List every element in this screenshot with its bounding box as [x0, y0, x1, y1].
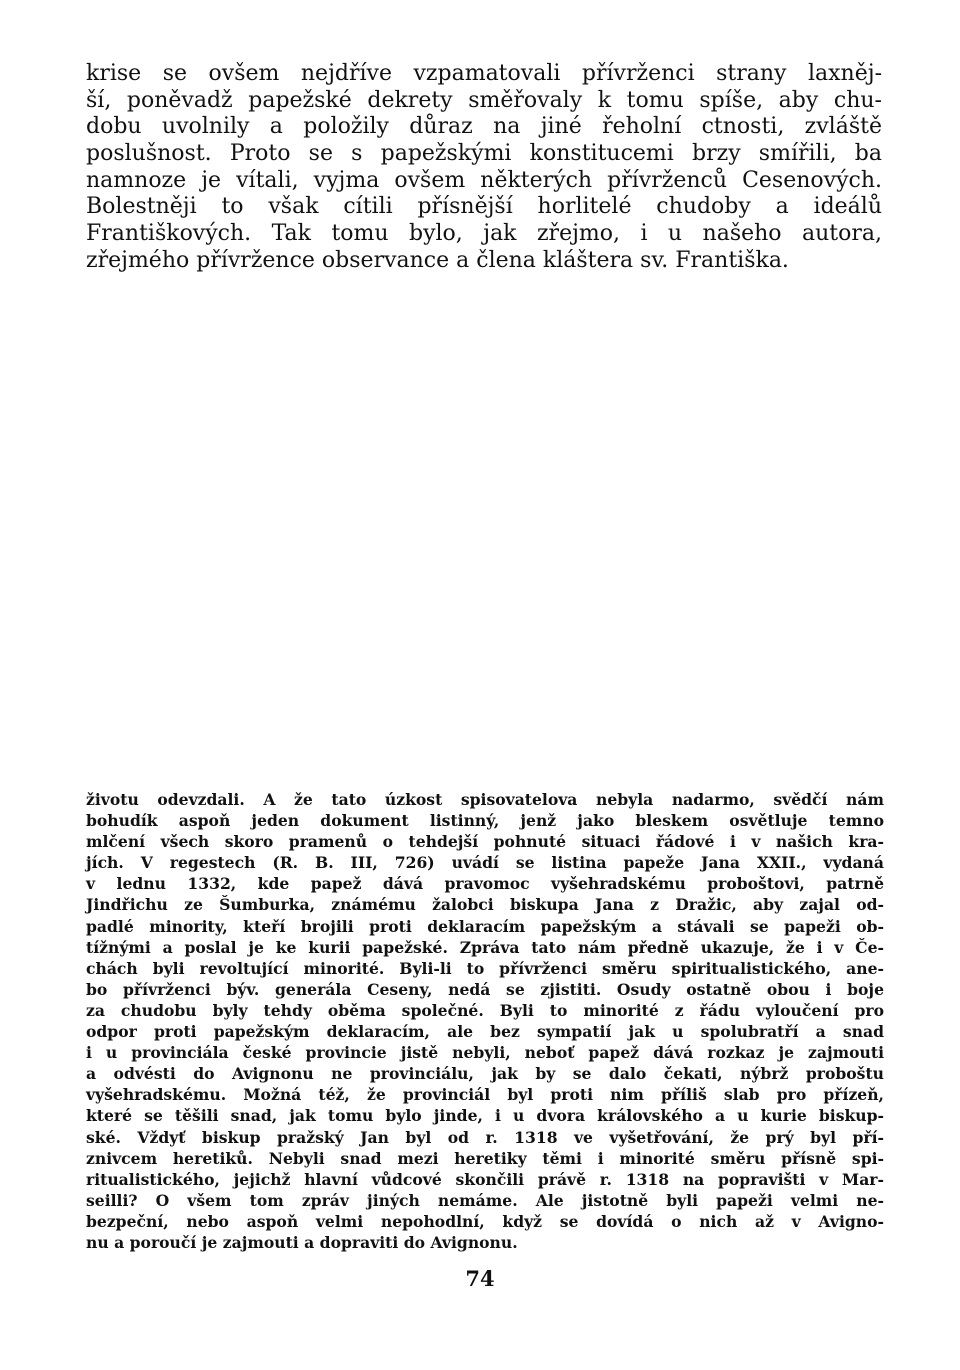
text-line: nu a poroučí je zajmouti a dopraviti do Avignonu.	[86, 1232, 518, 1252]
page-number: 74	[465, 1266, 495, 1291]
text-line: které se těšili snad, jak tomu bylo jinde, i u dvora královského a u kurie biskup-	[86, 1106, 884, 1126]
text-line: bo přívrženci býv. generála Ceseny, nedá se zjistiti. Osudy ostatně obou i boje	[86, 979, 884, 999]
text-line: ritualistického, jejichž hlavní vůdcové skončili právě r. 1318 na popravišti v Mar-	[86, 1169, 884, 1189]
text-line: ší, poněvadž papežské dekrety směřovaly k tomu spíše, aby chu-	[86, 87, 882, 113]
text-line: bohudík aspoň jeden dokument listinný, jenž jako bleskem osvětluje temno	[86, 811, 884, 831]
text-line: Františkových. Tak tomu bylo, jak zřejmo, i u našeho autora,	[86, 221, 882, 247]
text-line: znivcem heretiků. Nebyli snad mezi heretiky těmi i minorité směru přísně spi-	[86, 1148, 884, 1168]
text-line: chách byli revoltující minorité. Byli-li to přívrženci směru spiritualistického, ane-	[86, 958, 884, 978]
text-line: vyšehradskému. Možná též, že provinciál byl proti nim příliš slab pro přízeň,	[86, 1085, 884, 1105]
text-line: Bolestněji to však cítili přísnější horlitelé chudoby a ideálů	[86, 194, 882, 220]
small-print-paragraph	[86, 789, 884, 1253]
text-line: odpor proti papežským deklaracím, ale bez sympatií jak u spolubratří a snad	[86, 1022, 884, 1042]
text-line: ské. Vždyť biskup pražský Jan byl od r. 1318 ve vyšetřování, že prý byl pří-	[86, 1127, 884, 1147]
text-line: za chudobu byly tehdy oběma společné. Byli to minorité z řádu vyloučení pro	[86, 1000, 884, 1020]
text-line: krise se ovšem nejdříve vzpamatovali přívrženci strany laxněj-	[86, 61, 882, 86]
text-line: a odvésti do Avignonu ne provinciálu, jak by se dalo čekati, nýbrž proboštu	[86, 1064, 884, 1084]
text-line: namnoze je vítali, vyjma ovšem některých přívrženců Cesenových.	[86, 167, 882, 193]
text-line: životu odevzdali. A že tato úzkost spisovatelova nebyla nadarmo, svědčí nám	[86, 790, 884, 809]
text-line: jích. V regestech (R. B. III, 726) uvádí se listina papeže Jana XXII., vydaná	[86, 853, 884, 873]
text-line: tížnými a poslal je ke kurii papežské. Zpráva tato nám předně ukazuje, že i v Če-	[86, 937, 884, 957]
text-line: seilli? O všem tom zpráv jiných nemáme. Ale jistotně byli papeži velmi ne-	[86, 1190, 884, 1210]
text-line: Jindřichu ze Šumburka, známému žalobci biskupa Jana z Dražic, aby zajal od-	[86, 895, 884, 915]
text-line: zřejmého přívržence observance a člena kláštera sv. Františka.	[86, 247, 789, 273]
text-line: padlé minority, kteří brojili proti deklaracím papežským a stávali se papeži ob-	[86, 916, 884, 936]
text-line: bezpeční, nebo aspoň velmi nepohodlní, když se dovídá o nich až v Avigno-	[86, 1211, 884, 1231]
text-line: poslušnost. Proto se s papežskými konstitucemi brzy smířili, ba	[86, 141, 882, 167]
main-text-paragraph	[86, 61, 882, 275]
text-line: i u provinciála české provincie jistě nebyli, neboť papež dává rozkaz je zajmouti	[86, 1043, 884, 1063]
text-line: v lednu 1332, kde papež dává pravomoc vyšehradskému proboštovi, patrně	[86, 874, 884, 894]
text-line: dobu uvolnily a položily důraz na jiné řeholní ctnosti, zvláště	[86, 114, 882, 140]
text-line: mlčení všech skoro pramenů o tehdejší pohnuté situaci řádové i v našich kra-	[86, 832, 884, 852]
